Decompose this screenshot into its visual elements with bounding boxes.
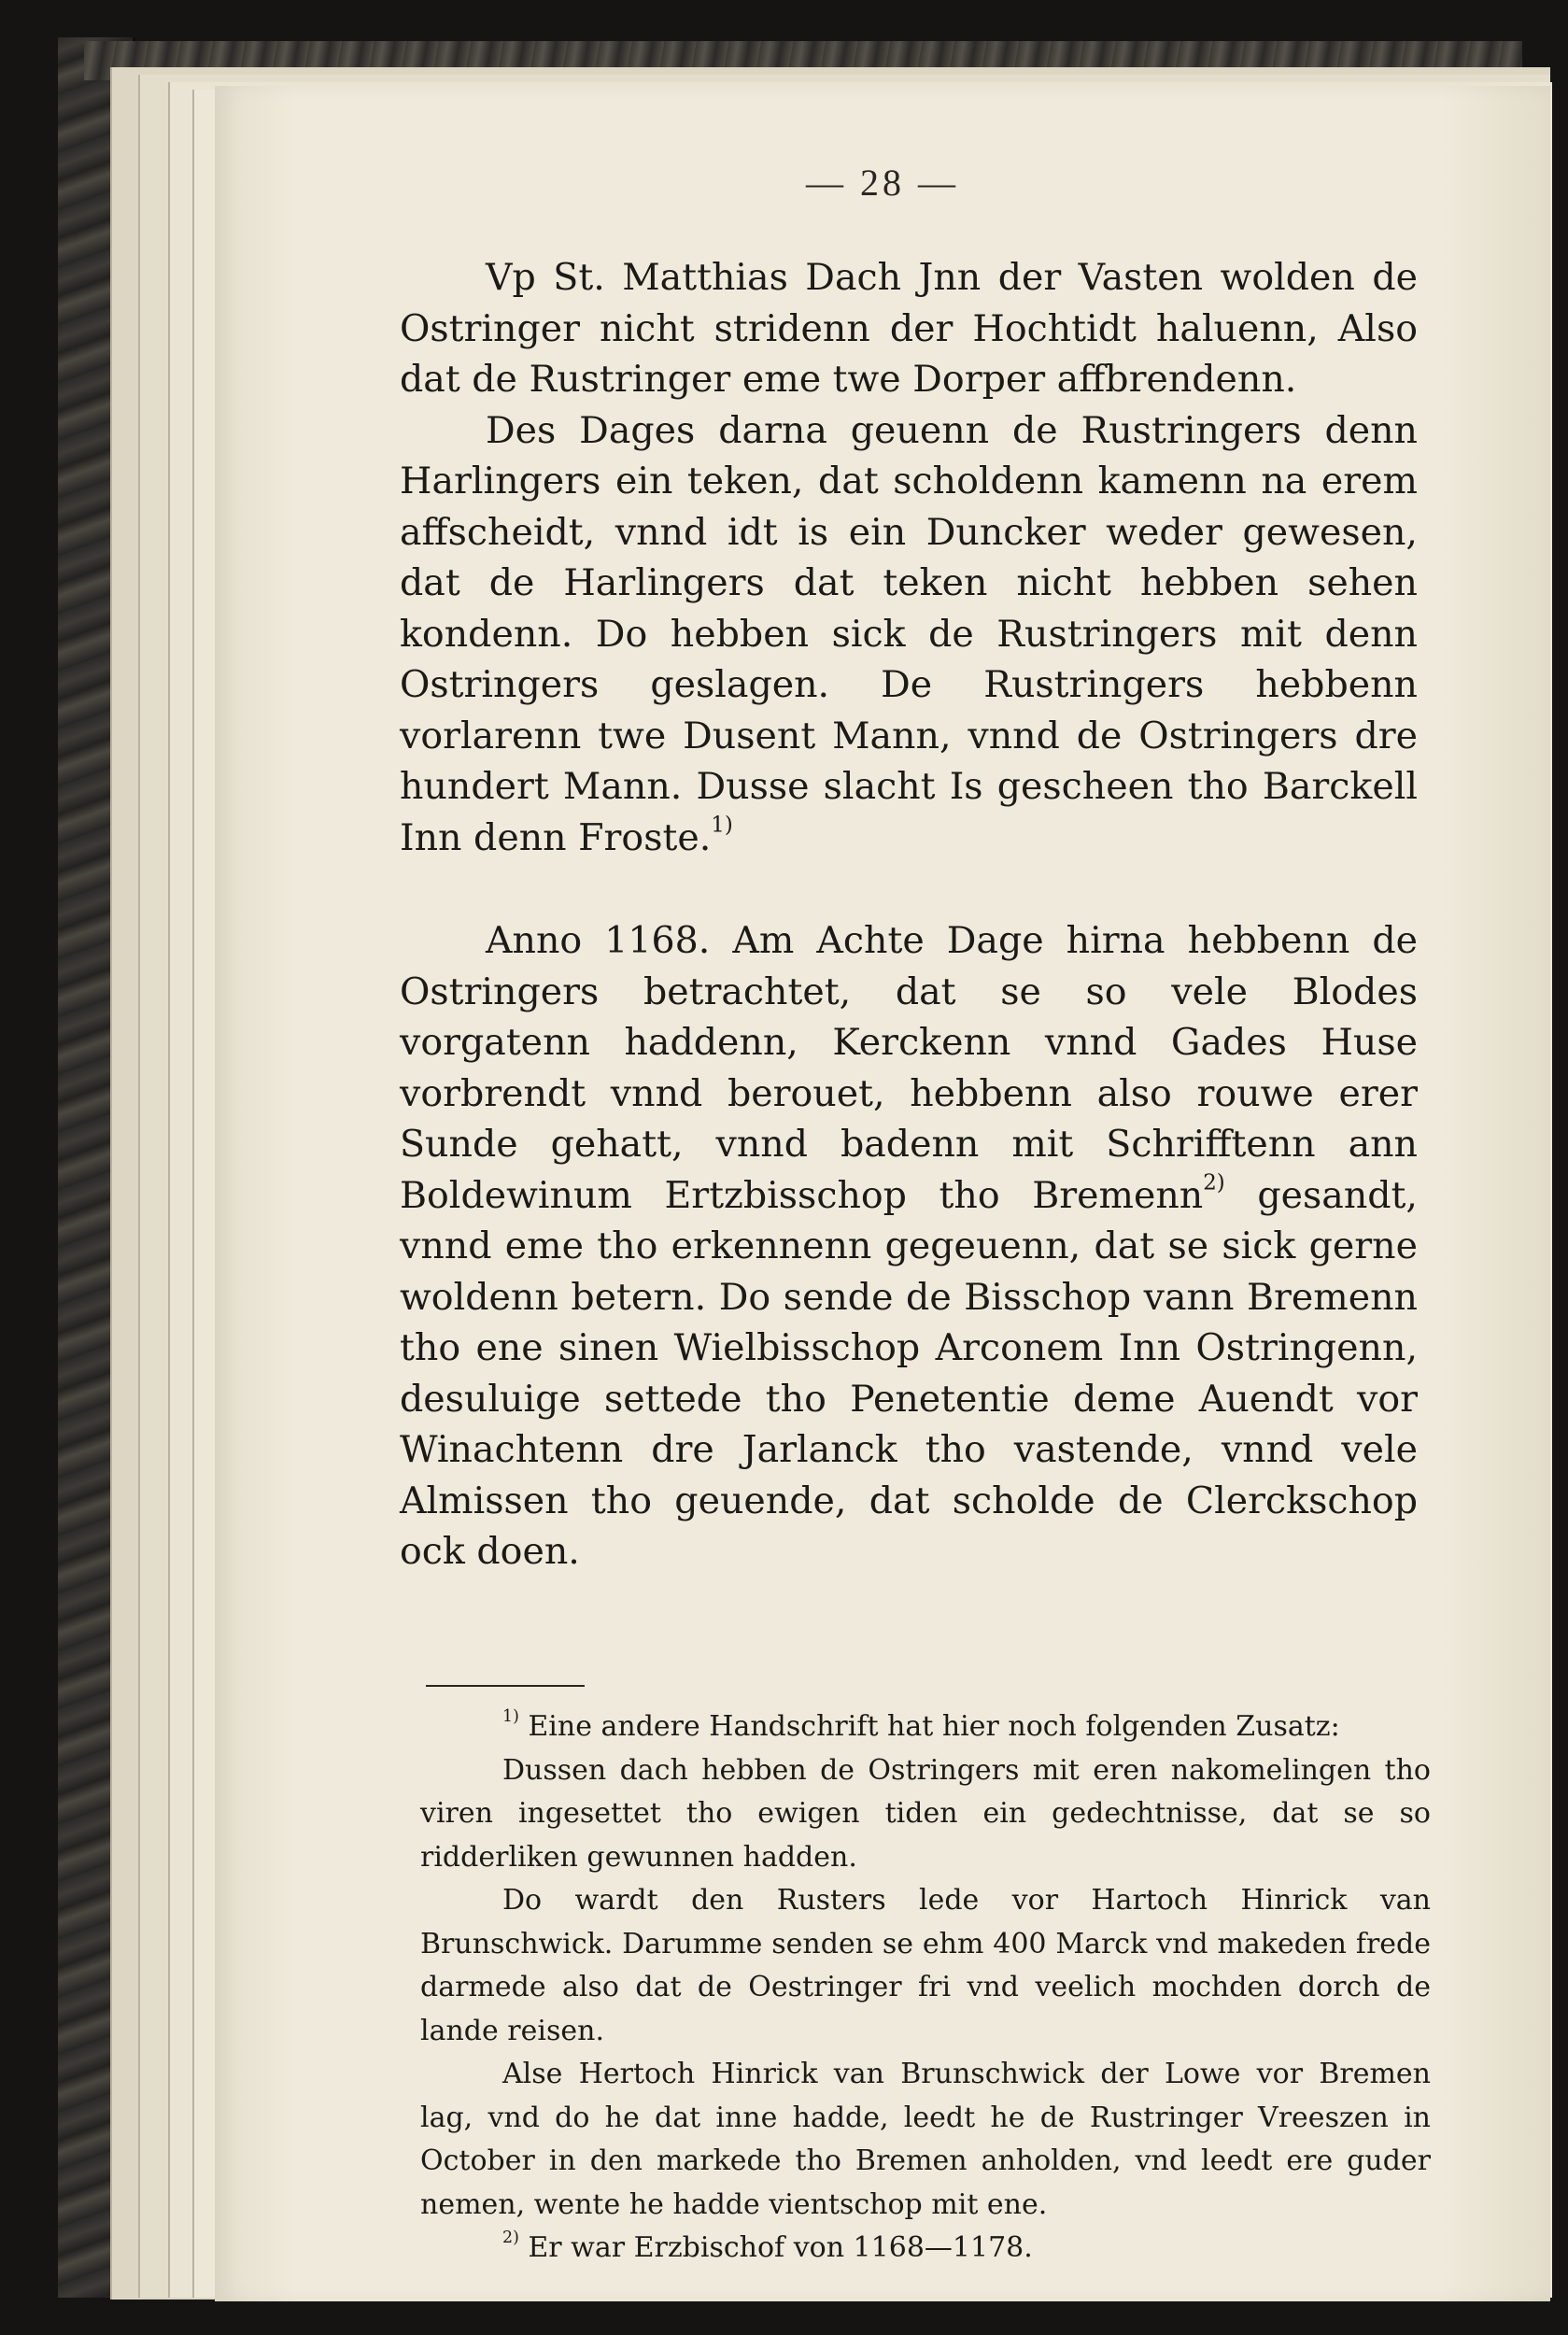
footnote-1-quote xyxy=(420,2053,1431,2227)
footnote-marker: 1) xyxy=(502,1707,519,1727)
paragraph-anno-1168 xyxy=(400,915,1418,1578)
paragraph-text: Anno 1168. Am Achte Dage hirna hebbenn de Ostringers betrachtet, dat se so vele Blodes vorgatenn haddenn, Kerckenn vnnd Gades Huse vorbrendt vnnd berouet, hebbenn also rouwe erer Sunde gehatt, vnnd badenn mit Schrifftenn ann Boldewinum Ertzbisschop tho Bremenn xyxy=(400,919,1418,1217)
page-number: — 28 — xyxy=(806,162,959,204)
paragraph-text: Des Dages darna geuenn de Rustringers denn Harlingers ein teken, dat scholdenn kamenn na erem affscheidt, vnnd idt is ein Duncker weder gewesen, dat de Harlingers dat teken nicht hebben sehen kondenn. Do hebben sick de Rustringers mit denn Ostringers geslagen. De Rustringers hebbenn vorlarenn twe Dusent Mann, vnnd de Ostringers dre hundert Mann. Dusse slacht Is gescheen tho Barckell Inn denn Froste. xyxy=(400,408,1418,859)
footnote-2 xyxy=(420,2227,1431,2271)
paragraph-matthias xyxy=(400,252,1418,405)
main-text xyxy=(400,252,1418,1578)
footnote-1 xyxy=(420,1705,1431,1749)
footnote-text: Er war Erzbischof von 1168—1178. xyxy=(528,2231,1033,2264)
footnote-ref: 1) xyxy=(711,813,733,838)
footnote-text: Do wardt den Rusters lede vor Hartoch Hinrick van Brunschwick. Darumme senden se ehm 400 Marck vnd makeden frede darmede also dat de Oestringer fri vnd veelich mochden dorch de lande reisen. xyxy=(420,1884,1431,2047)
footnotes xyxy=(420,1705,1431,2271)
footnote-text: Dussen dach hebben de Ostringers mit eren nakomelingen tho viren ingesettet tho ewigen tiden ein gedechtnisse, dat se so ridderliken gewunnen hadden. xyxy=(420,1753,1431,1874)
footnote-text: Eine andere Handschrift hat hier noch folgenden Zusatz: xyxy=(528,1710,1340,1743)
paragraph-text: Vp St. Matthias Dach Jnn der Vasten wolden de Ostringer nicht stridenn der Hochtidt haluenn, Also dat de Rustringer eme twe Dorper affbrendenn. xyxy=(400,256,1418,401)
book-page xyxy=(215,86,1550,2301)
footnote-divider xyxy=(426,1685,585,1687)
footnote-1-quote xyxy=(420,1749,1431,1880)
paragraph-battle xyxy=(400,405,1418,864)
footnote-ref: 2) xyxy=(1203,1170,1225,1196)
paragraph-text: gesandt, vnnd eme tho erkennenn gegeuenn, dat se sick gerne woldenn betern. Do sende de Bisschop vann Bremenn tho ene sinen Wielbisschop Arconem Inn Ostringenn, desuluige settede tho Penetentie deme Auendt vor Winachtenn dre Jarlanck tho vastende, vnnd vele Almissen tho geuende, dat scholde de Clerckschop ock doen. xyxy=(400,1173,1418,1573)
footnote-marker: 2) xyxy=(502,2229,519,2248)
footnote-text: Alse Hertoch Hinrick van Brunschwick der Lowe vor Bremen lag, vnd do he dat inne hadde, leedt he de Rustringer Vreeszen in October in den markede tho Bremen anholden, vnd leedt ere guder nemen, wente he hadde vientschop mit ene. xyxy=(420,2058,1431,2221)
footnote-1-quote xyxy=(420,1879,1431,2053)
